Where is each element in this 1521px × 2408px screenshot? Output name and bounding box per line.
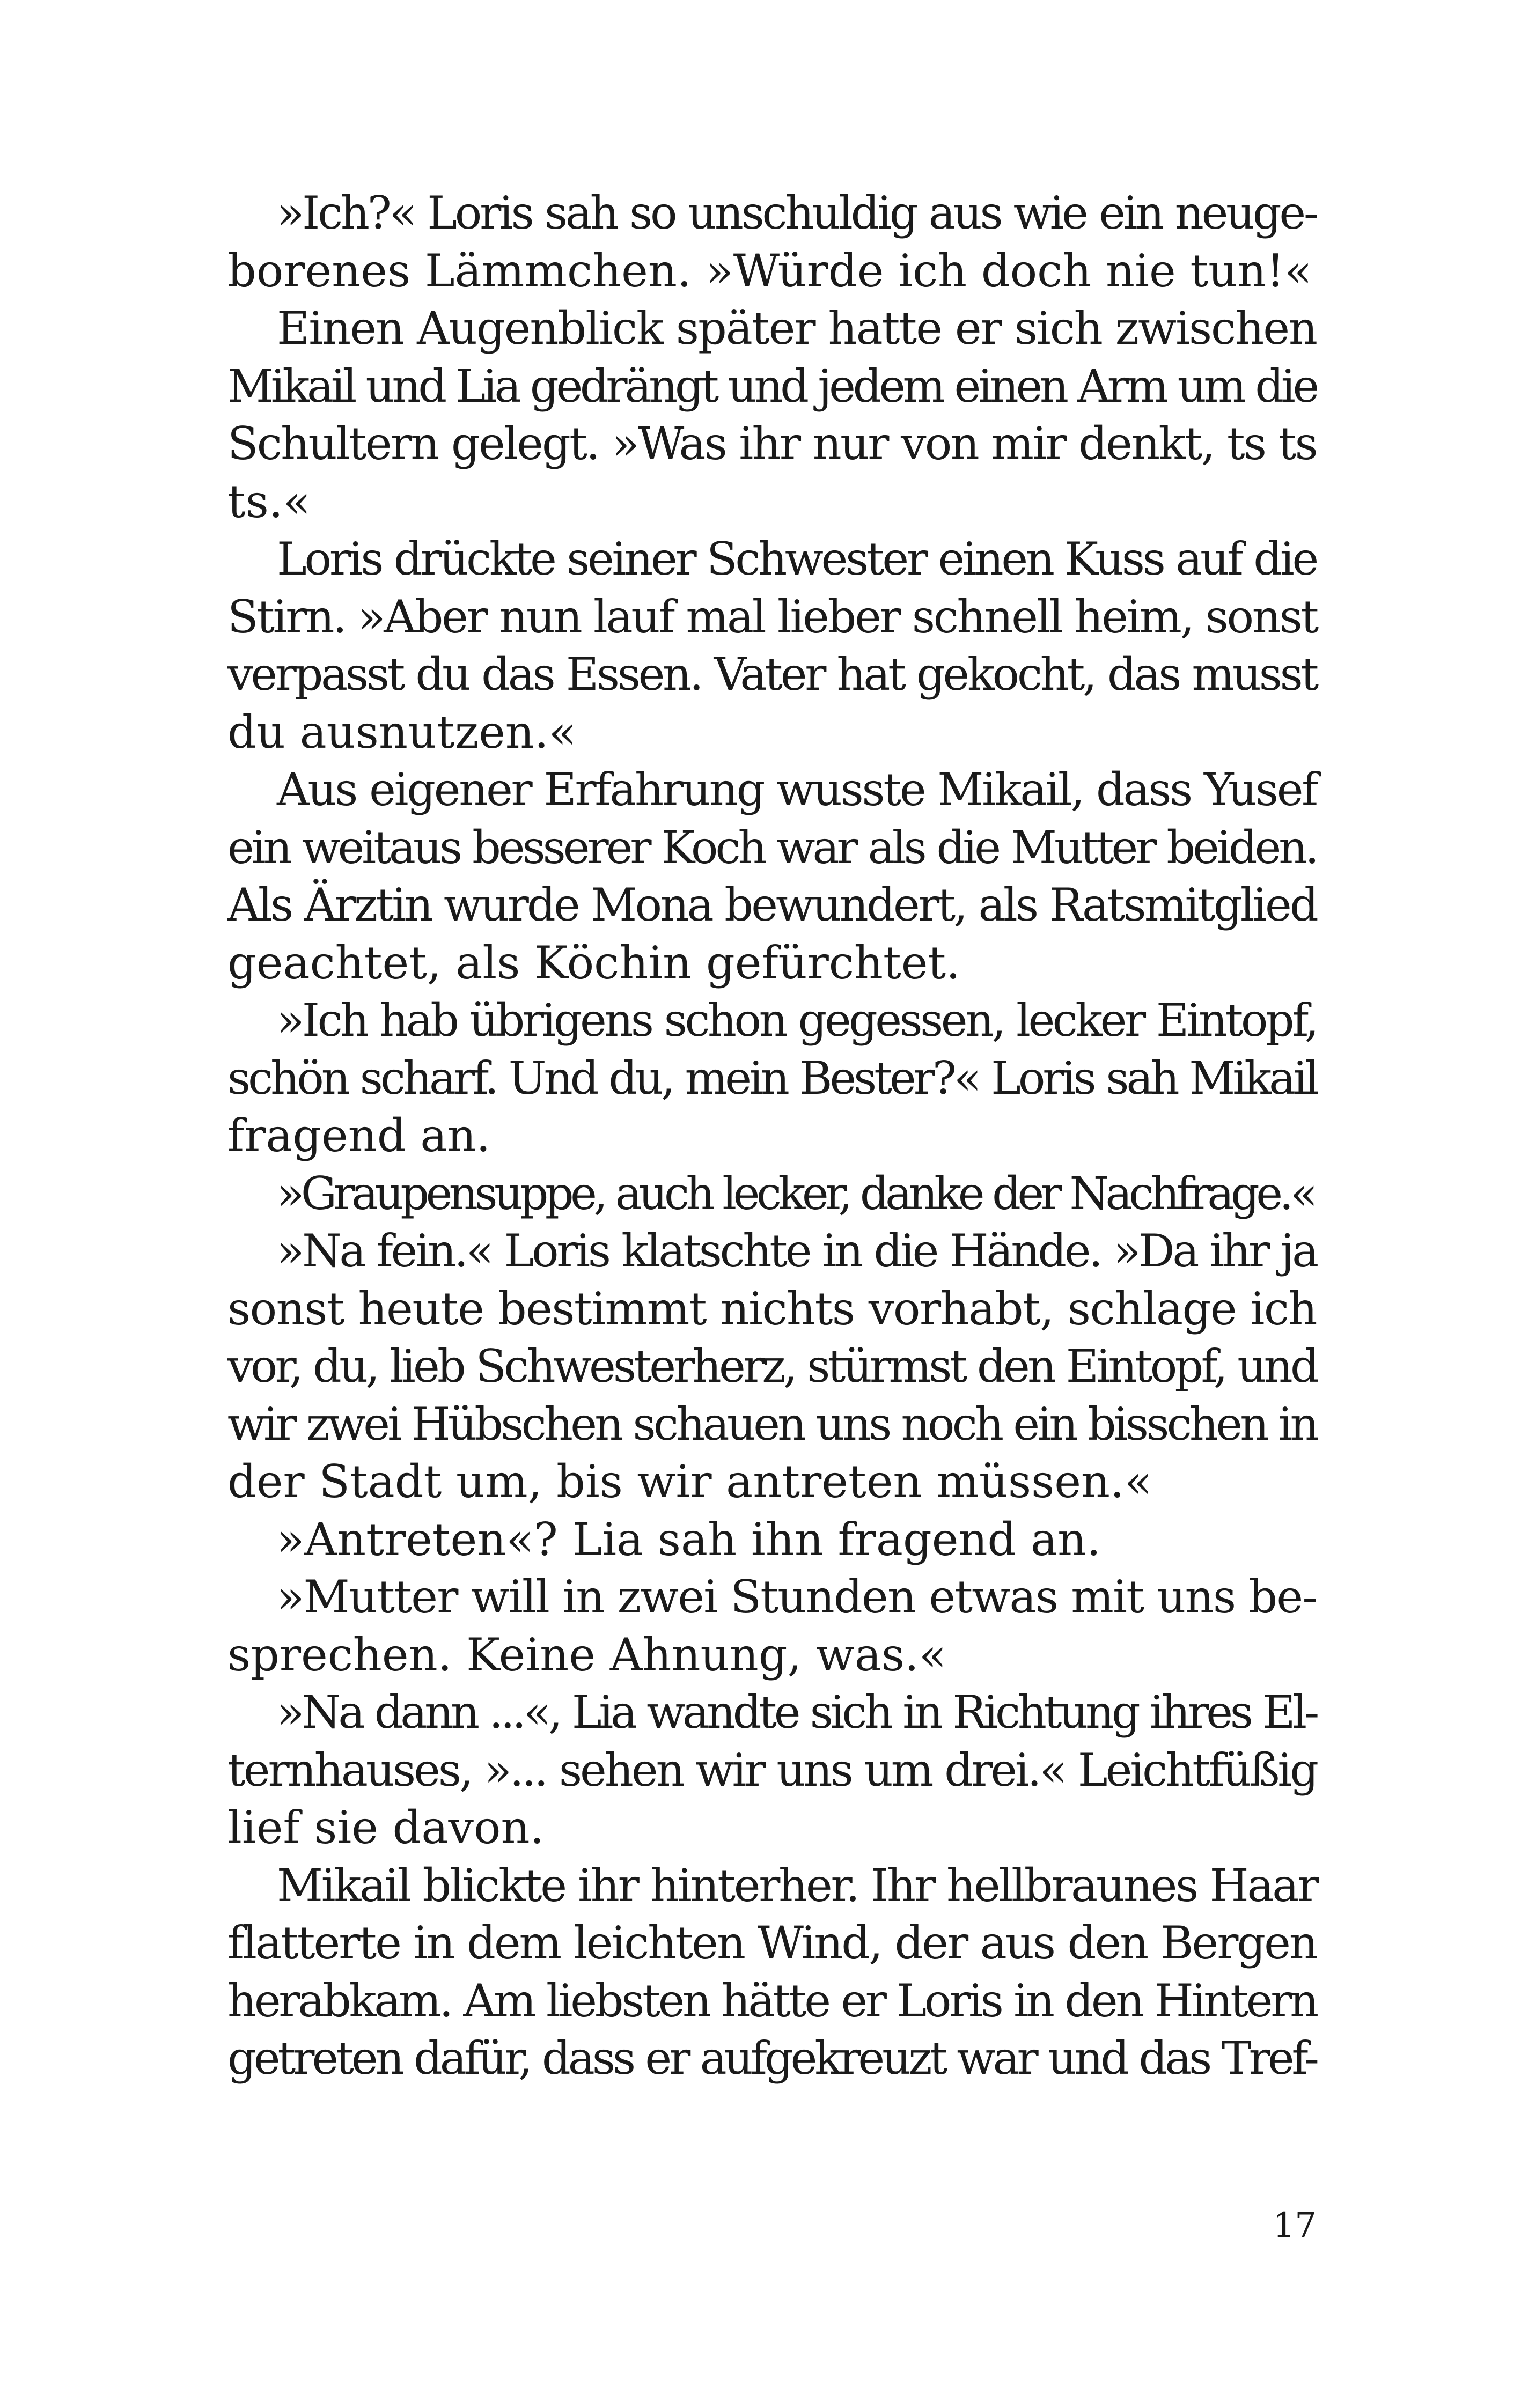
text-line: vor, du, lieb Schwesterherz, stürmst den Eintopf, und <box>227 1340 1317 1393</box>
text-line: sonst heute bestimmt nichts vorhabt, schlage ich <box>227 1282 1317 1335</box>
text-line: Einen Augenblick später hatte er sich zwischen <box>277 302 1317 355</box>
text-line: wir zwei Hübschen schauen uns noch ein bisschen in <box>227 1397 1317 1450</box>
text-line: »Na fein.« Loris klatschte in die Hände. »Da ihr ja <box>277 1225 1317 1277</box>
text-line: Mikail und Lia gedrängt und jedem einen Arm um die <box>227 359 1317 413</box>
text-line: »Antreten«? Lia sah ihn fragend an. <box>277 1513 1101 1566</box>
text-line: lief sie davon. <box>227 1801 545 1854</box>
page-number: 17 <box>1273 2206 1317 2245</box>
text-line: Stirn. »Aber nun lauf mal lieber schnell heim, sonst <box>227 590 1317 643</box>
text-line: fragend an. <box>227 1109 491 1162</box>
text-line: du ausnutzen.« <box>227 705 576 759</box>
text-line: Als Ärztin wurde Mona bewundert, als Ratsmitglied <box>227 879 1317 931</box>
text-line: Mikail blickte ihr hinterher. Ihr hellbraunes Haar <box>277 1859 1318 1912</box>
text-line: schön scharf. Und du, mein Bester?« Loris sah Mikail <box>227 1051 1317 1104</box>
text-line: verpasst du das Essen. Vater hat gekocht, das musst <box>227 648 1317 701</box>
text-line: »Mutter will in zwei Stunden etwas mit uns be- <box>277 1571 1317 1623</box>
text-line: »Ich?« Loris sah so unschuldig aus wie ein neuge- <box>277 187 1317 239</box>
text-line: getreten dafür, dass er aufgekreuzt war und das Tref- <box>227 2032 1317 2085</box>
text-line: herabkam. Am liebsten hätte er Loris in den Hintern <box>227 1974 1317 2027</box>
text-line: der Stadt um, bis wir antreten müssen.« <box>227 1455 1152 1508</box>
text-line: Schultern gelegt. »Was ihr nur von mir denkt, ts ts <box>227 417 1317 470</box>
text-line: »Na dann ...«, Lia wandte sich in Richtung ihres El- <box>277 1686 1317 1739</box>
text-line: »Ich hab übrigens schon gegessen, lecker Eintopf, <box>277 994 1317 1047</box>
text-line: Aus eigener Erfahrung wusste Mikail, dass Yusef <box>277 763 1317 816</box>
text-line: sprechen. Keine Ahnung, was.« <box>227 1628 947 1681</box>
text-line: »Graupensuppe, auch lecker, danke der Nachfrage.« <box>277 1167 1314 1220</box>
text-line: Loris drückte seiner Schwester einen Kuss auf die <box>277 533 1317 585</box>
text-line: geachtet, als Köchin gefürchtet. <box>227 936 960 989</box>
text-line: flatterte in dem leichten Wind, der aus den Bergen <box>227 1917 1317 1969</box>
body-text <box>227 185 1317 2088</box>
text-line: ein weitaus besserer Koch war als die Mutter beiden. <box>227 821 1317 874</box>
text-line: borenes Lämmchen. »Würde ich doch nie tun!« <box>227 244 1312 297</box>
text-line: ternhauses, »... sehen wir uns um drei.« Leichtfüßig <box>227 1743 1317 1796</box>
text-line: ts.« <box>227 475 311 528</box>
